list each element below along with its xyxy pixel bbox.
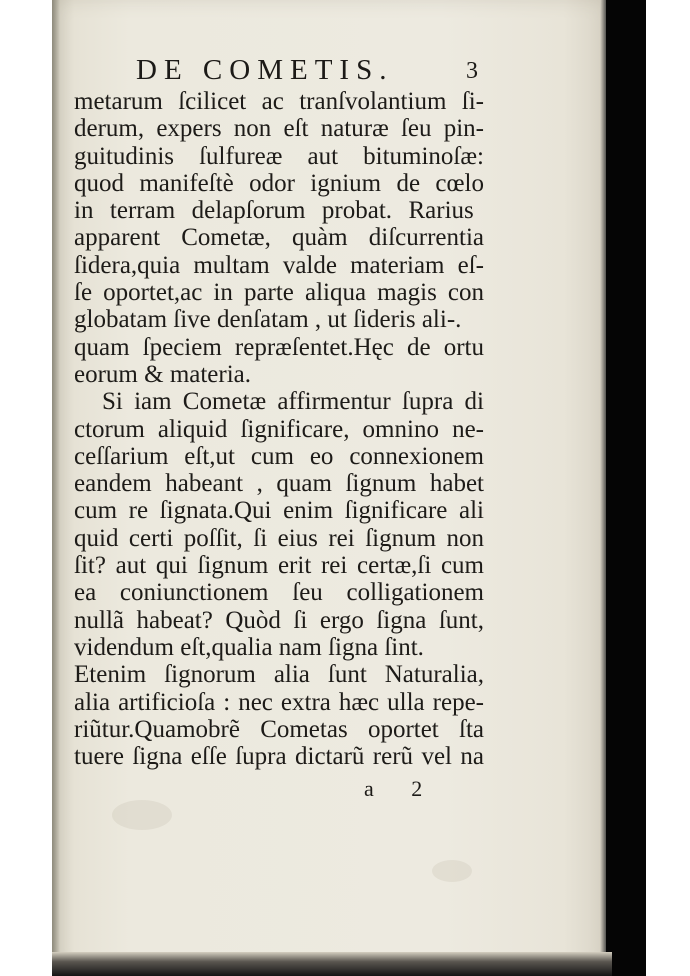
text-line: ſidera,quia multam valde materiam eſ- — [74, 251, 484, 279]
text-line: in terram delapſorum probat. Rarius — [74, 197, 474, 225]
text-line: videndum eſt,qualia nam ſigna ſint. — [74, 633, 424, 661]
gutter-shadow — [52, 0, 60, 970]
scan-background-edge — [606, 0, 646, 976]
text-line: quam ſpeciem repræſentet.Hęc de ortu — [74, 333, 484, 361]
text-line: ea coniunctionem ſeu colligationem — [74, 579, 484, 607]
text-line: Etenim ſignorum alia ſunt Naturalia, — [74, 661, 484, 689]
text-line: ſit? aut qui ſignum erit rei certæ,ſi cum — [74, 552, 484, 580]
text-line: riũtur.Quamobrẽ Cometas oportet ſta — [74, 715, 484, 743]
text-line: cum re ſignata.Qui enim ſignificare ali — [74, 497, 484, 525]
text-line: derum, expers non eſt naturæ ſeu pin- — [74, 115, 484, 143]
signature-mark: a 2 — [364, 776, 439, 801]
text-line: quid certi poſſit, ſi eius rei ſignum non — [74, 524, 484, 552]
text-line: apparent Cometæ, quàm diſcurrentia — [74, 224, 484, 252]
text-line: tuere ſigna eſſe ſupra dictarũ rerũ vel na — [74, 743, 484, 771]
text-line: eandem habeant , quam ſignum habet — [74, 470, 484, 498]
text-line: quod manifeſtè odor ignium de cœlo — [74, 169, 484, 197]
text-line: Si iam Cometæ affirmentur ſupra di — [102, 388, 484, 416]
text-line: ſe oportet,ac in parte aliqua magis con — [74, 279, 484, 307]
running-head: DE COMETIS. — [136, 54, 394, 86]
body-text — [74, 88, 484, 770]
text-line: ceſſarium eſt,ut cum eo connexionem — [74, 442, 484, 470]
text-line: globatam ſive denſatam , ut ſideris ali-. — [74, 306, 462, 334]
page-bottom-edge — [52, 952, 612, 976]
page-stain — [112, 800, 172, 830]
text-line: nullã habeat? Quòd ſi ergo ſigna ſunt, — [74, 606, 484, 634]
text-line: alia artificioſa : nec extra hæc ulla repe- — [74, 688, 484, 716]
text-line: eorum & materia. — [74, 360, 252, 388]
page-number: 3 — [466, 58, 478, 84]
text-line: ctorum aliquid ſignificare, omnino ne- — [74, 415, 484, 443]
text-line: guitudinis ſulfureæ aut bituminoſæ: — [74, 142, 484, 170]
page-stain — [432, 860, 472, 882]
text-line: metarum ſcilicet ac tranſvolantium ſi- — [74, 88, 484, 115]
